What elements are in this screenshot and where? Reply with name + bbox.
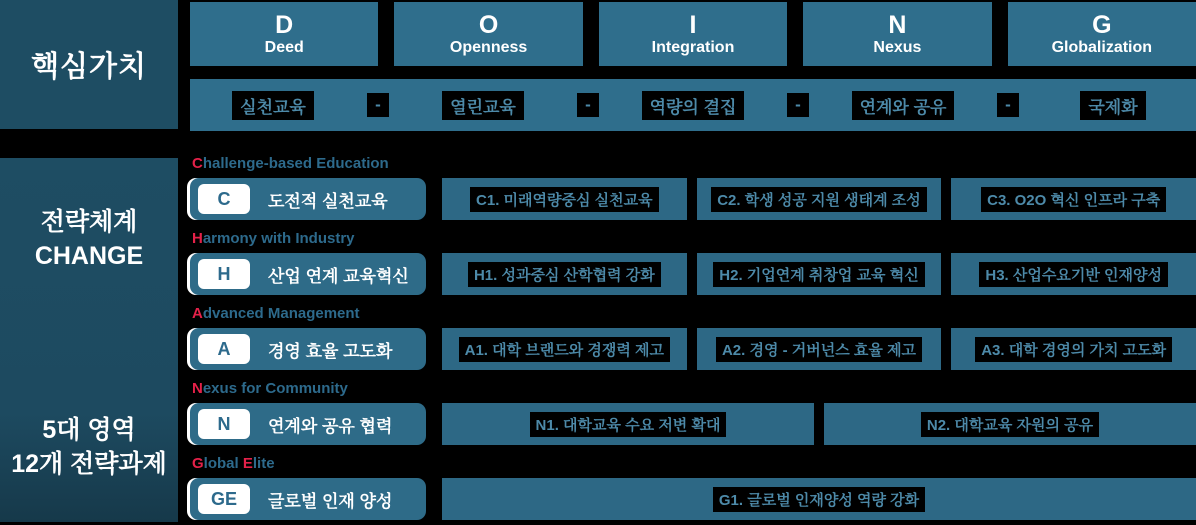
value-token-cell xyxy=(820,91,986,120)
strategy-row-H xyxy=(190,230,1196,300)
row-badge-H: H xyxy=(198,259,250,289)
row-heading-N xyxy=(192,380,348,397)
core-values-panel xyxy=(0,0,178,129)
task-box xyxy=(442,403,814,445)
row-label: 글로벌 인재 양성 xyxy=(268,491,393,511)
heading-text: lobal xyxy=(203,455,243,472)
core-values-label: 핵심가치 xyxy=(30,51,148,83)
areas-label xyxy=(0,414,178,482)
heading-highlight-letter: C xyxy=(192,155,203,172)
task-label: C2. 학생 성공 지원 생태계 조성 xyxy=(711,187,927,212)
task-box xyxy=(442,178,687,220)
heading-text: lite xyxy=(252,455,275,472)
row-badge-C: C xyxy=(198,184,250,214)
task-box xyxy=(951,178,1196,220)
row-label-box-H xyxy=(190,253,426,295)
task-label: N2. 대학교육 자원의 공유 xyxy=(921,412,1099,437)
row-label-box-C xyxy=(190,178,426,220)
row-label: 산업 연계 교육혁신 xyxy=(268,266,409,286)
heading-highlight-letter: G xyxy=(192,455,204,472)
core-letter: G xyxy=(1092,10,1112,39)
task-box xyxy=(697,178,942,220)
areas-label-line1: 5대 영역 xyxy=(42,416,136,444)
task-box xyxy=(951,253,1196,295)
core-letter-word: Openness xyxy=(449,39,528,57)
row-badge-A: A xyxy=(198,334,250,364)
row-label: 연계와 공유 협력 xyxy=(268,416,393,436)
value-separator: - xyxy=(577,93,599,117)
strategy-system-label xyxy=(0,206,178,274)
strategy-row-GE xyxy=(190,455,1196,525)
value-separator-cell xyxy=(356,93,400,117)
heading-highlight-letter: A xyxy=(192,305,203,322)
task-label: C3. O2O 혁신 인프라 구축 xyxy=(981,187,1166,212)
task-label: A3. 대학 경영의 가치 고도화 xyxy=(975,337,1172,362)
task-box xyxy=(442,253,687,295)
value-token: 국제화 xyxy=(1080,91,1145,120)
value-token: 열린교육 xyxy=(442,91,524,120)
value-separator-cell xyxy=(776,93,820,117)
strategy-system-label-line2: CHANGE xyxy=(34,241,144,270)
row-label: 도전적 실천교육 xyxy=(268,191,388,211)
core-letter-box-N xyxy=(803,2,991,66)
value-separator-cell xyxy=(986,93,1030,117)
core-letter-word: Deed xyxy=(264,39,304,57)
core-letter-box-D xyxy=(190,2,378,66)
strategy-row-A xyxy=(190,305,1196,375)
value-token-cell xyxy=(190,91,356,120)
core-letter: D xyxy=(275,10,294,39)
row-label: 경영 효율 고도화 xyxy=(268,341,393,361)
strategy-panel xyxy=(0,158,178,522)
row-tasks-H xyxy=(442,253,1196,295)
core-letter: O xyxy=(478,10,499,39)
row-label-box-GE xyxy=(190,478,426,520)
heading-text: armony with Industry xyxy=(202,230,355,247)
strategy-system-label-line1: 전략체계 xyxy=(40,208,138,236)
value-separator: - xyxy=(367,93,389,117)
heading-text: dvanced Management xyxy=(202,305,360,322)
core-values-letter-row xyxy=(190,2,1196,66)
heading-text: exus for Community xyxy=(202,380,348,397)
value-token: 연계와 공유 xyxy=(852,91,955,120)
task-box xyxy=(824,403,1196,445)
row-tasks-A xyxy=(442,328,1196,370)
task-label: N1. 대학교육 수요 저변 확대 xyxy=(530,412,727,437)
heading-text: hallenge-based Education xyxy=(202,155,389,172)
row-heading-GE xyxy=(192,455,275,472)
core-letter: N xyxy=(888,10,907,39)
row-tasks-C xyxy=(442,178,1196,220)
core-letter-box-O xyxy=(394,2,582,66)
row-label-box-N xyxy=(190,403,426,445)
task-box xyxy=(697,328,942,370)
core-letter-word: Nexus xyxy=(873,39,922,57)
task-label: H3. 산업수요기반 인재양성 xyxy=(979,262,1168,287)
value-token-cell xyxy=(400,91,566,120)
core-letter-word: Globalization xyxy=(1051,39,1153,57)
core-values-bar xyxy=(190,79,1196,131)
task-label: H2. 기업연계 취창업 교육 혁신 xyxy=(713,262,924,287)
value-token-cell xyxy=(1030,91,1196,120)
value-separator: - xyxy=(997,93,1019,117)
heading-highlight-letter: E xyxy=(242,455,253,472)
task-box xyxy=(442,478,1196,520)
value-token: 역량의 결집 xyxy=(642,91,745,120)
heading-highlight-letter: N xyxy=(192,380,203,397)
task-label: H1. 성과중심 산학협력 강화 xyxy=(468,262,661,287)
task-label: A1. 대학 브랜드와 경쟁력 제고 xyxy=(459,337,670,362)
task-label: G1. 글로벌 인재양성 역량 강화 xyxy=(713,487,925,512)
value-token: 실천교육 xyxy=(232,91,314,120)
row-heading-A xyxy=(192,305,360,322)
task-box xyxy=(697,253,942,295)
row-tasks-GE xyxy=(442,478,1196,520)
core-letter-box-I xyxy=(599,2,787,66)
task-box xyxy=(951,328,1196,370)
core-letter-word: Integration xyxy=(651,39,735,57)
row-tasks-N xyxy=(442,403,1196,445)
areas-label-line2: 12개 전략과제 xyxy=(11,449,167,478)
core-letter: I xyxy=(689,10,697,39)
value-separator-cell xyxy=(566,93,610,117)
core-letter-box-G xyxy=(1008,2,1196,66)
task-label: A2. 경영 - 거버넌스 효율 제고 xyxy=(716,337,922,362)
strategy-row-N xyxy=(190,380,1196,450)
heading-highlight-letter: H xyxy=(192,230,203,247)
strategy-row-C xyxy=(190,155,1196,225)
row-label-box-A xyxy=(190,328,426,370)
value-separator: - xyxy=(787,93,809,117)
row-heading-C xyxy=(192,155,389,172)
task-box xyxy=(442,328,687,370)
row-badge-GE: GE xyxy=(198,484,250,514)
value-token-cell xyxy=(610,91,776,120)
row-heading-H xyxy=(192,230,355,247)
task-label: C1. 미래역량중심 실천교육 xyxy=(470,187,659,212)
row-badge-N: N xyxy=(198,409,250,439)
